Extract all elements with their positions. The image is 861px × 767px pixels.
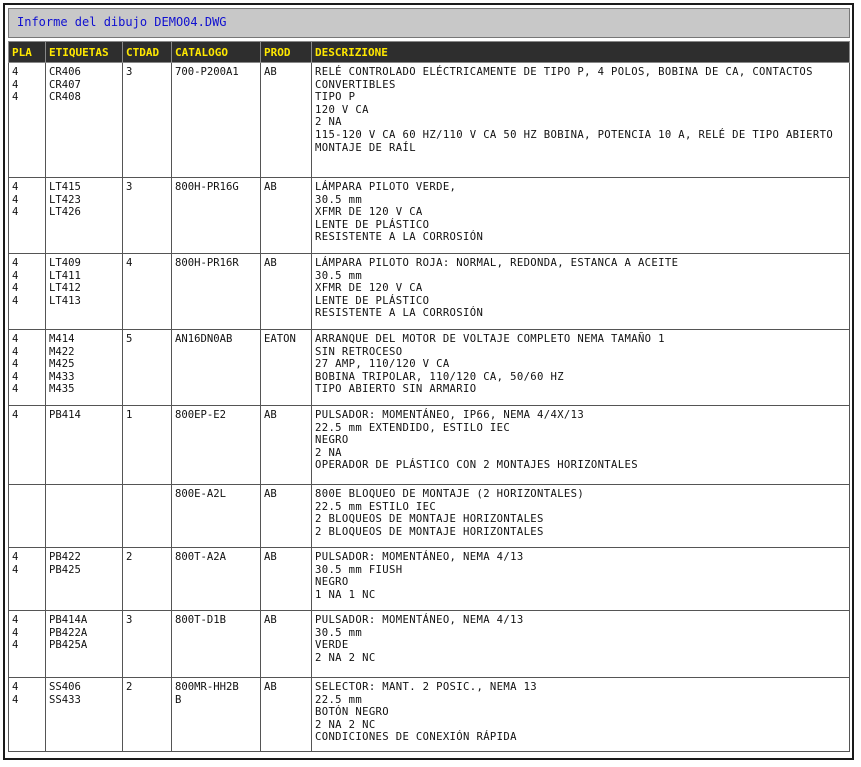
cell-catalogo: 800T-A2A [172,548,261,611]
cell-descrizione: LÁMPARA PILOTO ROJA: NORMAL, REDONDA, ESTANCA A ACEITE 30.5 mm XFMR DE 120 V CA LENTE DE PLÁSTICO RESISTENTE A LA CORROSIÓN [312,254,850,330]
cell-descrizione: PULSADOR: MOMENTÁNEO, IP66, NEMA 4/4X/13 22.5 mm EXTENDIDO, ESTILO IEC NEGRO 2 NA OPERADOR DE PLÁSTICO CON 2 MONTAJES HORIZONTALES [312,406,850,485]
cell-catalogo: 800H-PR16R [172,254,261,330]
table-row [9,63,850,178]
cell-prod: EATON [261,330,312,406]
cell-ctdad [123,485,172,548]
table-row [9,611,850,678]
cell-etiquetas: PB414A PB422A PB425A [46,611,123,678]
cell-catalogo: 800T-D1B [172,611,261,678]
cell-descrizione: PULSADOR: MOMENTÁNEO, NEMA 4/13 30.5 mm VERDE 2 NA 2 NC [312,611,850,678]
cell-ctdad: 3 [123,611,172,678]
cell-pla: 4 4 4 4 [9,254,46,330]
column-header-descrizione: DESCRIZIONE [312,42,850,63]
cell-descrizione: ARRANQUE DEL MOTOR DE VOLTAJE COMPLETO NEMA TAMAÑO 1 SIN RETROCESO 27 AMP, 110/120 V CA BOBINA TRIPOLAR, 110/120 CA, 50/60 HZ TIPO ABIERTO SIN ARMARIO [312,330,850,406]
cell-etiquetas [46,485,123,548]
cell-catalogo: 800EP-E2 [172,406,261,485]
cell-ctdad: 4 [123,254,172,330]
cell-etiquetas: SS406 SS433 [46,678,123,752]
cell-pla [9,485,46,548]
column-header-catalogo: CATALOGO [172,42,261,63]
cell-ctdad: 1 [123,406,172,485]
cell-ctdad: 2 [123,548,172,611]
column-header-ctdad: CTDAD [123,42,172,63]
cell-prod: AB [261,548,312,611]
cell-ctdad: 2 [123,678,172,752]
cell-prod: AB [261,406,312,485]
table-row [9,178,850,254]
cell-prod: AB [261,611,312,678]
cell-catalogo: 700-P200A1 [172,63,261,178]
cell-etiquetas: PB422 PB425 [46,548,123,611]
cell-descrizione: 800E BLOQUEO DE MONTAJE (2 HORIZONTALES) 22.5 mm ESTILO IEC 2 BLOQUEOS DE MONTAJE HORIZONTALES 2 BLOQUEOS DE MONTAJE HORIZONTALES [312,485,850,548]
table-row [9,330,850,406]
cell-ctdad: 3 [123,63,172,178]
table-header-row [9,42,850,63]
column-header-etiquetas: ETIQUETAS [46,42,123,63]
cell-ctdad: 5 [123,330,172,406]
bill-of-materials-table [8,41,850,752]
cell-descrizione: PULSADOR: MOMENTÁNEO, NEMA 4/13 30.5 mm FIUSH NEGRO 1 NA 1 NC [312,548,850,611]
report-window [3,3,854,760]
cell-pla: 4 4 [9,678,46,752]
cell-pla: 4 4 4 [9,178,46,254]
report-title-bar [8,8,850,38]
cell-catalogo: AN16DN0AB [172,330,261,406]
cell-catalogo: 800E-A2L [172,485,261,548]
cell-pla: 4 [9,406,46,485]
cell-etiquetas: M414 M422 M425 M433 M435 [46,330,123,406]
cell-descrizione: SELECTOR: MANT. 2 POSIC., NEMA 13 22.5 mm BOTÓN NEGRO 2 NA 2 NC CONDICIONES DE CONEXIÓN RÁPIDA [312,678,850,752]
cell-ctdad: 3 [123,178,172,254]
cell-prod: AB [261,63,312,178]
cell-etiquetas: CR406 CR407 CR408 [46,63,123,178]
cell-etiquetas: LT415 LT423 LT426 [46,178,123,254]
cell-prod: AB [261,678,312,752]
cell-pla: 4 4 4 [9,63,46,178]
cell-pla: 4 4 4 4 4 [9,330,46,406]
cell-pla: 4 4 4 [9,611,46,678]
cell-pla: 4 4 [9,548,46,611]
cell-etiquetas: PB414 [46,406,123,485]
column-header-pla: PLA [9,42,46,63]
cell-prod: AB [261,178,312,254]
table-row [9,678,850,752]
cell-catalogo: 800MR-HH2B B [172,678,261,752]
table-row [9,548,850,611]
cell-etiquetas: LT409 LT411 LT412 LT413 [46,254,123,330]
cell-prod: AB [261,254,312,330]
cell-prod: AB [261,485,312,548]
table-row [9,485,850,548]
table-row [9,254,850,330]
column-header-prod: PROD [261,42,312,63]
cell-descrizione: LÁMPARA PILOTO VERDE, 30.5 mm XFMR DE 120 V CA LENTE DE PLÁSTICO RESISTENTE A LA CORROSIÓN [312,178,850,254]
table-row [9,406,850,485]
report-title: Informe del dibujo DEMO04.DWG [17,15,227,29]
cell-descrizione: RELÉ CONTROLADO ELÉCTRICAMENTE DE TIPO P, 4 POLOS, BOBINA DE CA, CONTACTOS CONVERTIBLES TIPO P 120 V CA 2 NA 115-120 V CA 60 HZ/110 V CA 50 HZ BOBINA, POTENCIA 10 A, RELÉ DE TIPO ABIERTO MONTAJE DE RAÍL [312,63,850,178]
cell-catalogo: 800H-PR16G [172,178,261,254]
